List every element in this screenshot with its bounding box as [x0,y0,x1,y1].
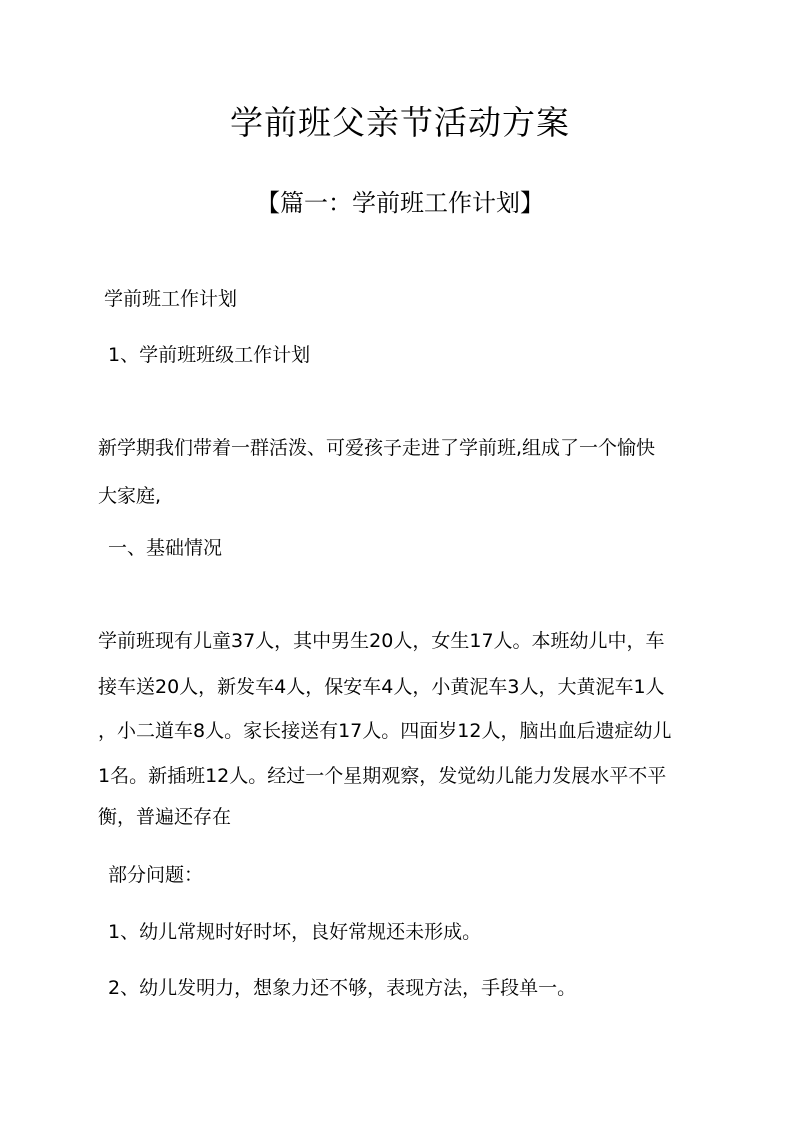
problem-item-1: 1、幼儿常规时好时坏，良好常规还未形成。 [108,921,482,943]
document-subtitle: 【篇一：学前班工作计划】 [256,189,544,217]
document-title: 学前班父亲节活动方案 [230,103,570,142]
problem-item-2: 2、幼儿发明力，想象力还不够，表现方法，手段单一。 [108,977,577,999]
basic-line-3: ，小二道车8人。家长接送有17人。四面岁12人，脑出血后遗症幼儿 [98,720,672,742]
basic-line-5: 衡，普遍还存在 [98,806,232,828]
basic-line-1: 学前班现有儿童37人，其中男生20人，女生17人。本班幼儿中，车 [98,630,665,652]
section-basic-heading: 一、基础情况 [108,537,223,559]
heading-plan: 学前班工作计划 [104,288,238,310]
basic-line-2: 接车送20人，新发车4人，保安车4人，小黄泥车3人，大黄泥车1人 [98,676,665,698]
intro-line-2: 大家庭, [98,485,162,507]
problems-heading: 部分问题： [108,864,204,886]
basic-line-4: 1名。新插班12人。经过一个星期观察，发觉幼儿能力发展水平不平 [98,765,667,787]
heading-class-plan: 1、学前班班级工作计划 [108,344,311,366]
intro-line-1: 新学期我们带着一群活泼、可爱孩子走进了学前班,组成了一个愉快 [98,437,656,459]
